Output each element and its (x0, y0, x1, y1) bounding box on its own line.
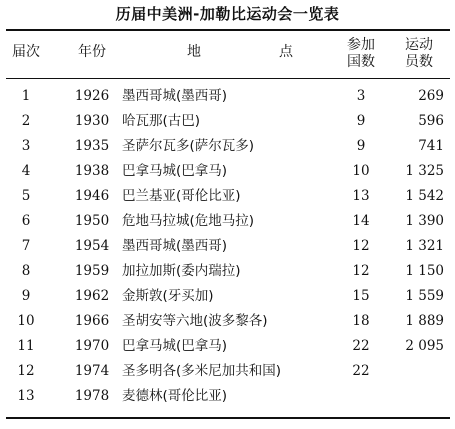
cell-year: 1938 (74, 163, 110, 179)
cell-athletes: 1 390 (405, 213, 444, 229)
cell-no: 1 (21, 88, 31, 104)
table-row (6, 159, 450, 184)
cell-countries: 9 (356, 138, 366, 154)
bottom-rule (6, 417, 450, 419)
cell-place: 哈瓦那(古巴) (122, 113, 201, 129)
cell-no: 12 (17, 363, 35, 379)
cell-place: 麦德林(哥伦比亚) (122, 388, 228, 404)
top-rule (6, 29, 450, 31)
cell-countries: 13 (352, 188, 370, 204)
cell-place: 圣多明各(多米尼加共和国) (122, 363, 282, 379)
cell-year: 1978 (74, 388, 110, 404)
cell-countries: 10 (352, 163, 370, 179)
table-row (6, 234, 450, 259)
table-row (6, 284, 450, 309)
cell-year: 1926 (74, 88, 110, 104)
table-row (6, 209, 450, 234)
cell-no: 9 (21, 288, 31, 304)
cell-place: 危地马拉城(危地马拉) (122, 213, 255, 229)
cell-athletes: 1 150 (405, 263, 444, 279)
cell-athletes: 1 559 (405, 288, 444, 304)
table-row (6, 134, 450, 159)
table-row (6, 184, 450, 209)
table-body (6, 84, 450, 409)
cell-no: 3 (21, 138, 31, 154)
table-row (6, 109, 450, 134)
cell-no: 11 (17, 338, 35, 354)
cell-athletes: 1 542 (405, 188, 444, 204)
cell-countries: 9 (356, 113, 366, 129)
cell-year: 1970 (74, 338, 110, 354)
cell-countries: 12 (352, 238, 370, 254)
cell-no: 13 (17, 388, 35, 404)
cell-countries: 22 (352, 363, 370, 379)
cell-countries: 3 (356, 88, 366, 104)
cell-place: 金斯敦(牙买加) (122, 288, 214, 304)
cell-place: 巴拿马城(巴拿马) (122, 338, 228, 354)
header-rule (6, 78, 450, 79)
table-row (6, 384, 450, 409)
cell-athletes: 1 321 (405, 238, 444, 254)
cell-year: 1946 (74, 188, 110, 204)
cell-year: 1935 (74, 138, 110, 154)
cell-place: 巴兰基亚(哥伦比亚) (122, 188, 241, 204)
cell-countries: 14 (352, 213, 370, 229)
header-no: 届次 (12, 44, 40, 60)
header-countries: 参加 国数 (347, 37, 375, 70)
cell-no: 5 (21, 188, 31, 204)
cell-place: 加拉加斯(委内瑞拉) (122, 263, 241, 279)
header-place-part1: 地 (187, 44, 201, 60)
table-row (6, 309, 450, 334)
cell-athletes: 269 (418, 88, 444, 104)
cell-countries: 15 (352, 288, 370, 304)
cell-athletes: 2 095 (405, 338, 444, 354)
cell-place: 巴拿马城(巴拿马) (122, 163, 228, 179)
cell-no: 8 (21, 263, 31, 279)
cell-year: 1966 (74, 313, 110, 329)
cell-place: 圣胡安等六地(波多黎各) (122, 313, 268, 329)
cell-year: 1959 (74, 263, 110, 279)
cell-countries: 18 (352, 313, 370, 329)
table-row (6, 359, 450, 384)
header-athletes: 运动 员数 (405, 37, 433, 70)
table-title: 历届中美洲-加勒比运动会一览表 (115, 5, 340, 23)
cell-athletes: 596 (418, 113, 444, 129)
header-year: 年份 (78, 44, 106, 60)
cell-place: 墨西哥城(墨西哥) (122, 88, 228, 104)
cell-no: 4 (21, 163, 31, 179)
cell-place: 墨西哥城(墨西哥) (122, 238, 228, 254)
table-row (6, 259, 450, 284)
cell-year: 1950 (74, 213, 110, 229)
cell-countries: 12 (352, 263, 370, 279)
cell-countries: 22 (352, 338, 370, 354)
cell-no: 7 (21, 238, 31, 254)
table-row (6, 334, 450, 359)
cell-place: 圣萨尔瓦多(萨尔瓦多) (122, 138, 255, 154)
cell-year: 1962 (74, 288, 110, 304)
cell-athletes: 741 (418, 138, 444, 154)
cell-athletes: 1 889 (405, 313, 444, 329)
cell-no: 6 (21, 213, 31, 229)
cell-athletes: 1 325 (405, 163, 444, 179)
header-place-part2: 点 (279, 44, 293, 60)
cell-no: 2 (21, 113, 31, 129)
cell-year: 1930 (74, 113, 110, 129)
cell-no: 10 (17, 313, 35, 329)
cell-year: 1954 (74, 238, 110, 254)
table-row (6, 84, 450, 109)
cell-year: 1974 (74, 363, 110, 379)
